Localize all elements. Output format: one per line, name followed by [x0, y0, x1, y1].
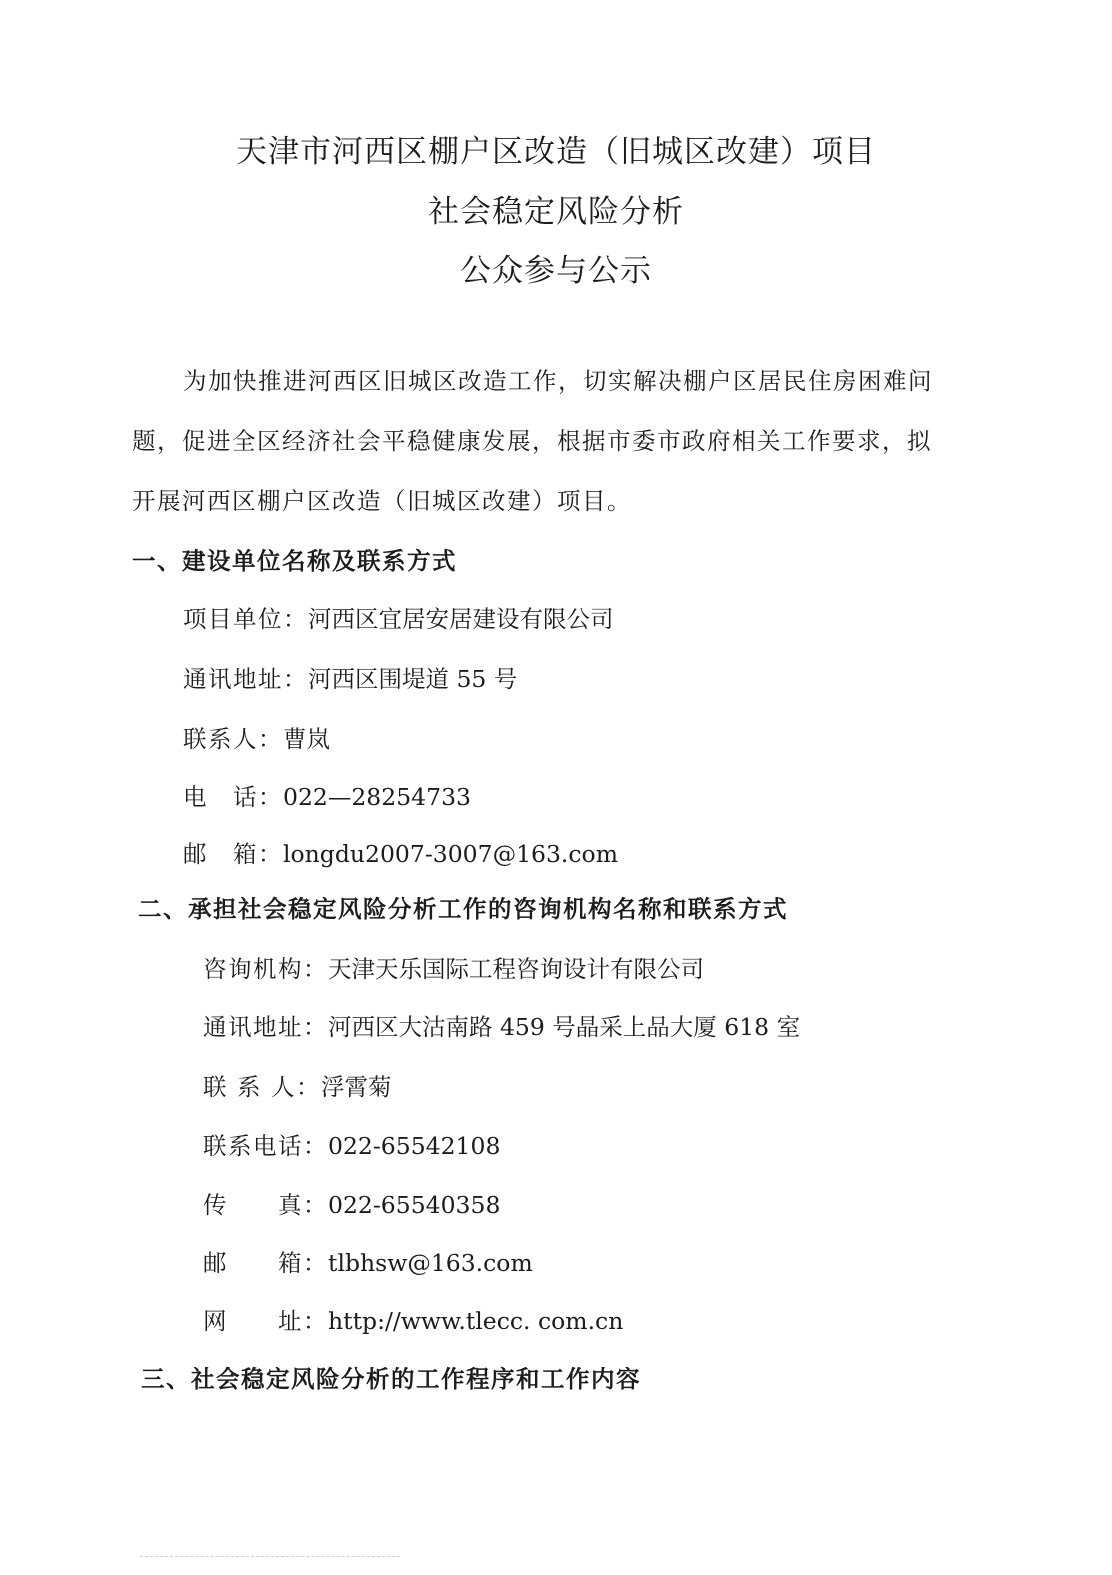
section-2-row-email	[203, 1244, 533, 1278]
row-label: 邮 箱：	[183, 840, 283, 868]
row-label: 通讯地址：	[183, 665, 308, 693]
row-value: 天津天乐国际工程咨询设计有限公司	[328, 955, 704, 983]
document-title-line-1: 天津市河西区棚户区改造（旧城区改建）项目	[236, 134, 876, 170]
row-label: 咨询机构：	[203, 955, 328, 983]
row-label: 通讯地址：	[203, 1013, 328, 1041]
section-1-heading: 一、建设单位名称及联系方式	[132, 547, 457, 575]
row-value: 022-65542108	[328, 1132, 501, 1160]
row-value: 曹岚	[283, 725, 330, 753]
row-value: longdu2007-3007@163.com	[283, 840, 618, 868]
section-1-row-email	[183, 835, 618, 869]
section-1-row-contact	[183, 720, 330, 754]
section-2-row-address	[203, 1008, 800, 1042]
section-2-row-website	[203, 1302, 623, 1336]
section-2-row-fax	[203, 1186, 500, 1220]
scan-artifact-line	[140, 1556, 400, 1557]
document-title-line-2: 社会稳定风险分析	[428, 194, 684, 230]
row-label: 联系人：	[183, 725, 283, 753]
section-3-heading: 三、社会稳定风险分析的工作程序和工作内容	[141, 1365, 641, 1393]
row-label: 网 址：	[203, 1307, 328, 1335]
section-2-heading: 二、承担社会稳定风险分析工作的咨询机构名称和联系方式	[138, 895, 788, 923]
row-label: 联系电话：	[203, 1132, 328, 1160]
intro-paragraph-line-1: 为加快推进河西区旧城区改造工作，切实解决棚户区居民住房困难问	[183, 367, 933, 395]
row-value: 河西区大沽南路 459 号晶采上品大厦 618 室	[328, 1013, 801, 1041]
row-label: 传 真：	[203, 1191, 328, 1219]
row-value: 河西区宜居安居建设有限公司	[308, 605, 614, 633]
intro-paragraph-line-2: 题，促进全区经济社会平稳健康发展，根据市委市政府相关工作要求，拟	[132, 427, 932, 455]
row-value: 022—28254733	[283, 783, 471, 811]
row-label: 邮 箱：	[203, 1249, 328, 1277]
section-2-row-contact	[203, 1068, 391, 1102]
section-2-row-phone	[203, 1127, 500, 1161]
section-2-row-agency	[203, 950, 704, 984]
section-1-row-phone	[183, 778, 471, 812]
row-value: 河西区围堤道 55 号	[308, 665, 518, 693]
row-value: http://www.tlecc. com.cn	[328, 1307, 624, 1335]
section-1-row-address	[183, 660, 517, 694]
document-title-line-3: 公众参与公示	[460, 253, 652, 289]
row-label: 项目单位：	[183, 605, 308, 633]
row-value: 022-65540358	[328, 1191, 501, 1219]
row-value: tlbhsw@163.com	[328, 1249, 533, 1277]
row-value: 浮霄菊	[320, 1073, 392, 1101]
section-1-row-unit	[183, 600, 614, 634]
intro-paragraph-line-3: 开展河西区棚户区改造（旧城区改建）项目。	[132, 487, 632, 515]
row-label: 电 话：	[183, 783, 283, 811]
row-label: 联 系 人：	[203, 1073, 321, 1101]
